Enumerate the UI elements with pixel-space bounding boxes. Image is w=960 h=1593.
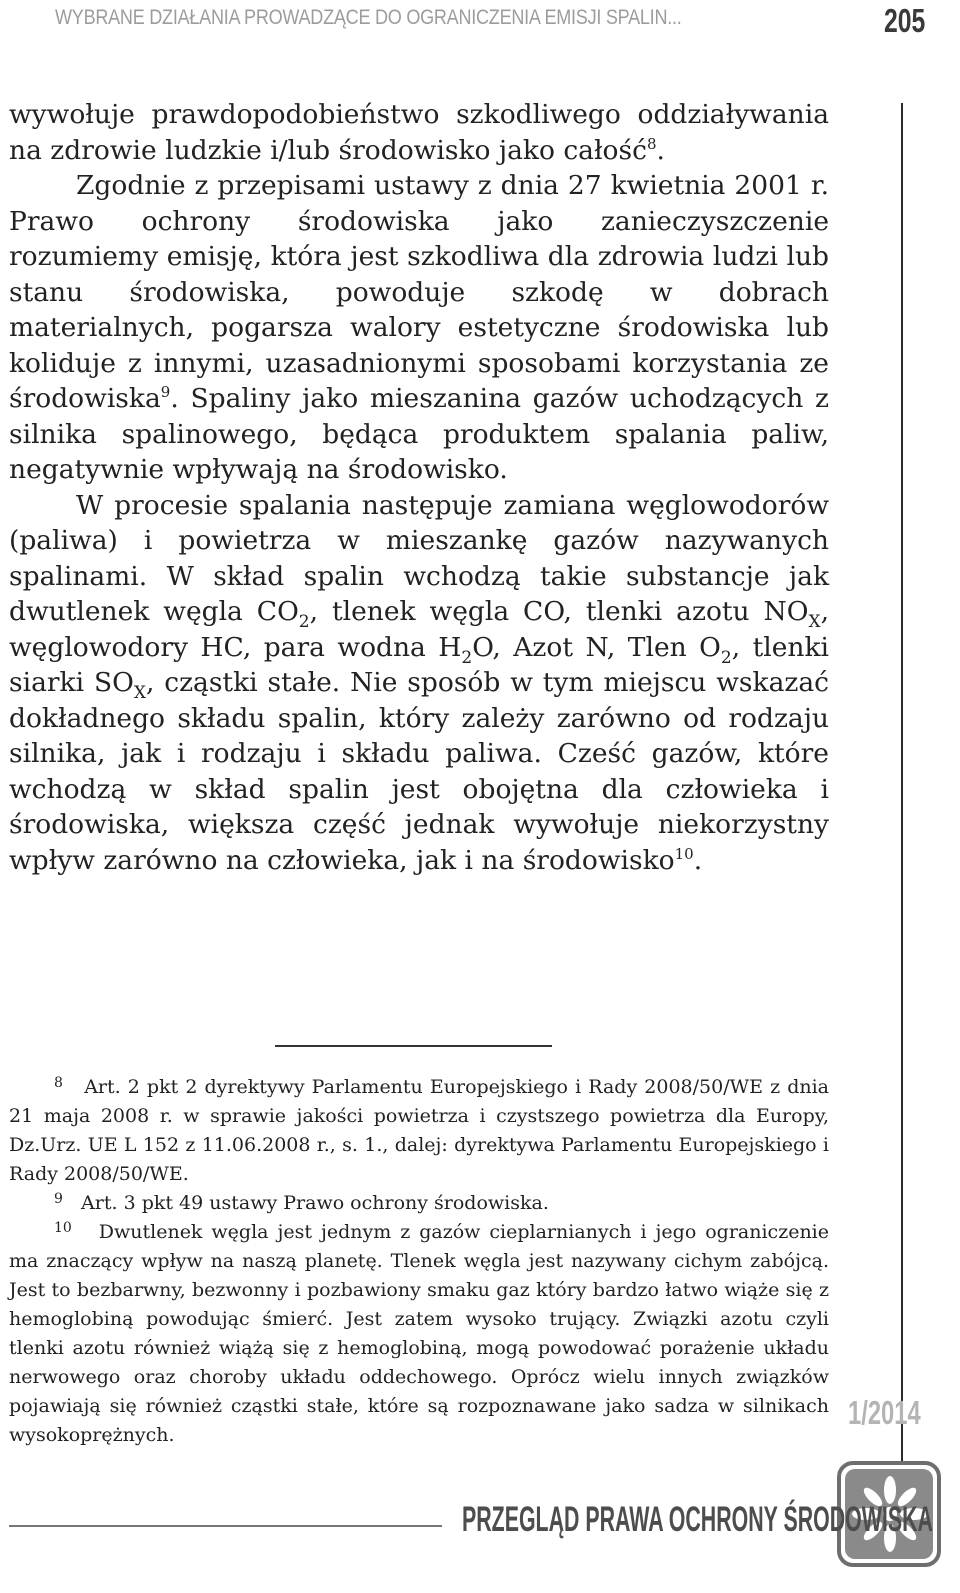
page-number: 205	[884, 2, 926, 39]
footnote-separator	[275, 1045, 552, 1047]
footnote-ref-9[interactable]: 9	[160, 383, 171, 401]
paragraph-3: W procesie spalania następuje zamiana węglowodorów (paliwa) i powietrza w mieszankę gazów nazywanych spalinami. W skład spalin wchodzą takie substancje jak dwutlenek węgla $CO_2$, tlenek węgla CO, tlenki azotu $NO_X$, węglowodory HC, para wodna $H_2O$, Azot N, Tlen $O_2$, tlenki siarki $SO_X$, cząstki stałe. Nie sposób w tym miejscu wskazać dokładnego składu spalin, który zależy zarówno od rodzaju silnika, jak i rodzaju i składu paliwa. Cześć gazów, które wchodzą w skład spalin jest obojętna dla człowieka i środowiska, większa część jednak wywołuje niekorzystny wpływ zarówno na człowieka, jak i na środowisko$^{10}$.	[9, 489, 830, 876]
footnote-8: $^8$ Art. 2 pkt 2 dyrektywy Parlamentu Europejskiego i Rady 2008/50/WE z dnia 21 maja 2008 r. w sprawie jakości powietrza i czystszego powietrza dla Europy, Dz.Urz. UE L 152 z 11.06.2008 r., s. 1., dalej: dyrektywa Parlamentu Europejskiego i Rady 2008/50/WE.	[9, 1075, 829, 1185]
issue-label: 1/2014	[848, 1394, 921, 1431]
main-text	[9, 97, 829, 878]
journal-title: PRZEGLĄD PRAWA OCHRONY ŚRODOWISKA	[462, 1500, 933, 1539]
footnotes	[9, 1073, 829, 1450]
running-header: WYBRANE DZIAŁANIA PROWADZĄCE DO OGRANICZENIA EMISJI SPALIN...	[55, 6, 682, 29]
footnote-ref-10[interactable]: 10	[674, 844, 694, 863]
footnote-10: $^{10}$ Dwutlenek węgla jest jednym z gazów cieplarnianych i jego ograniczenie ma znaczący wpływ na naszą planetę. Tlenek węgla jest nazywany cichym zabójcą. Jest to bezbarwny, bezwonny i pozbawiony smaku gaz który bardzo łatwo wiąże się z hemoglobiną powodując śmierć. Jest zatem wysoko trujący. Związki azotu czyli tlenki azotu również wiążą się z hemoglobiną, mogą powodować porażenie układu nerwowego oraz choroby układu oddechowego. Oprócz wielu innych związków pojawiają się również cząstki stałe, które są rozpoznawane jako sadza w silnikach wysokoprężnych.	[9, 1220, 830, 1446]
footnote-9: $^9$ Art. 3 pkt 49 ustawy Prawo ochrony środowiska.	[54, 1191, 549, 1214]
paragraph-2: Zgodnie z przepisami ustawy z dnia 27 kwietnia 2001 r. Prawo ochrony środowiska jako zanieczyszczenie rozumiemy emisję, która jest szkodliwa dla zdrowia ludzi lub stanu środowiska, powoduje szkodę w dobrach materialnych, pogarsza walory estetyczne środowiska lub koliduje z innymi, uzasadnionymi sposobami korzystania ze środowiska$^9$. Spaliny jako mieszanina gazów uchodzących z silnika spalinowego, będąca produktem spalania paliw, negatywnie wpływają na środowisko.	[9, 170, 829, 485]
paragraph-1: wywołuje prawdopodobieństwo szkodliwego oddziaływania na zdrowie ludzkie i/lub środowisko jako całość$^8$.	[9, 99, 829, 166]
footer-rule	[9, 1525, 442, 1527]
footnote-ref-8[interactable]: 8	[646, 134, 657, 153]
margin-rule	[901, 103, 903, 1495]
